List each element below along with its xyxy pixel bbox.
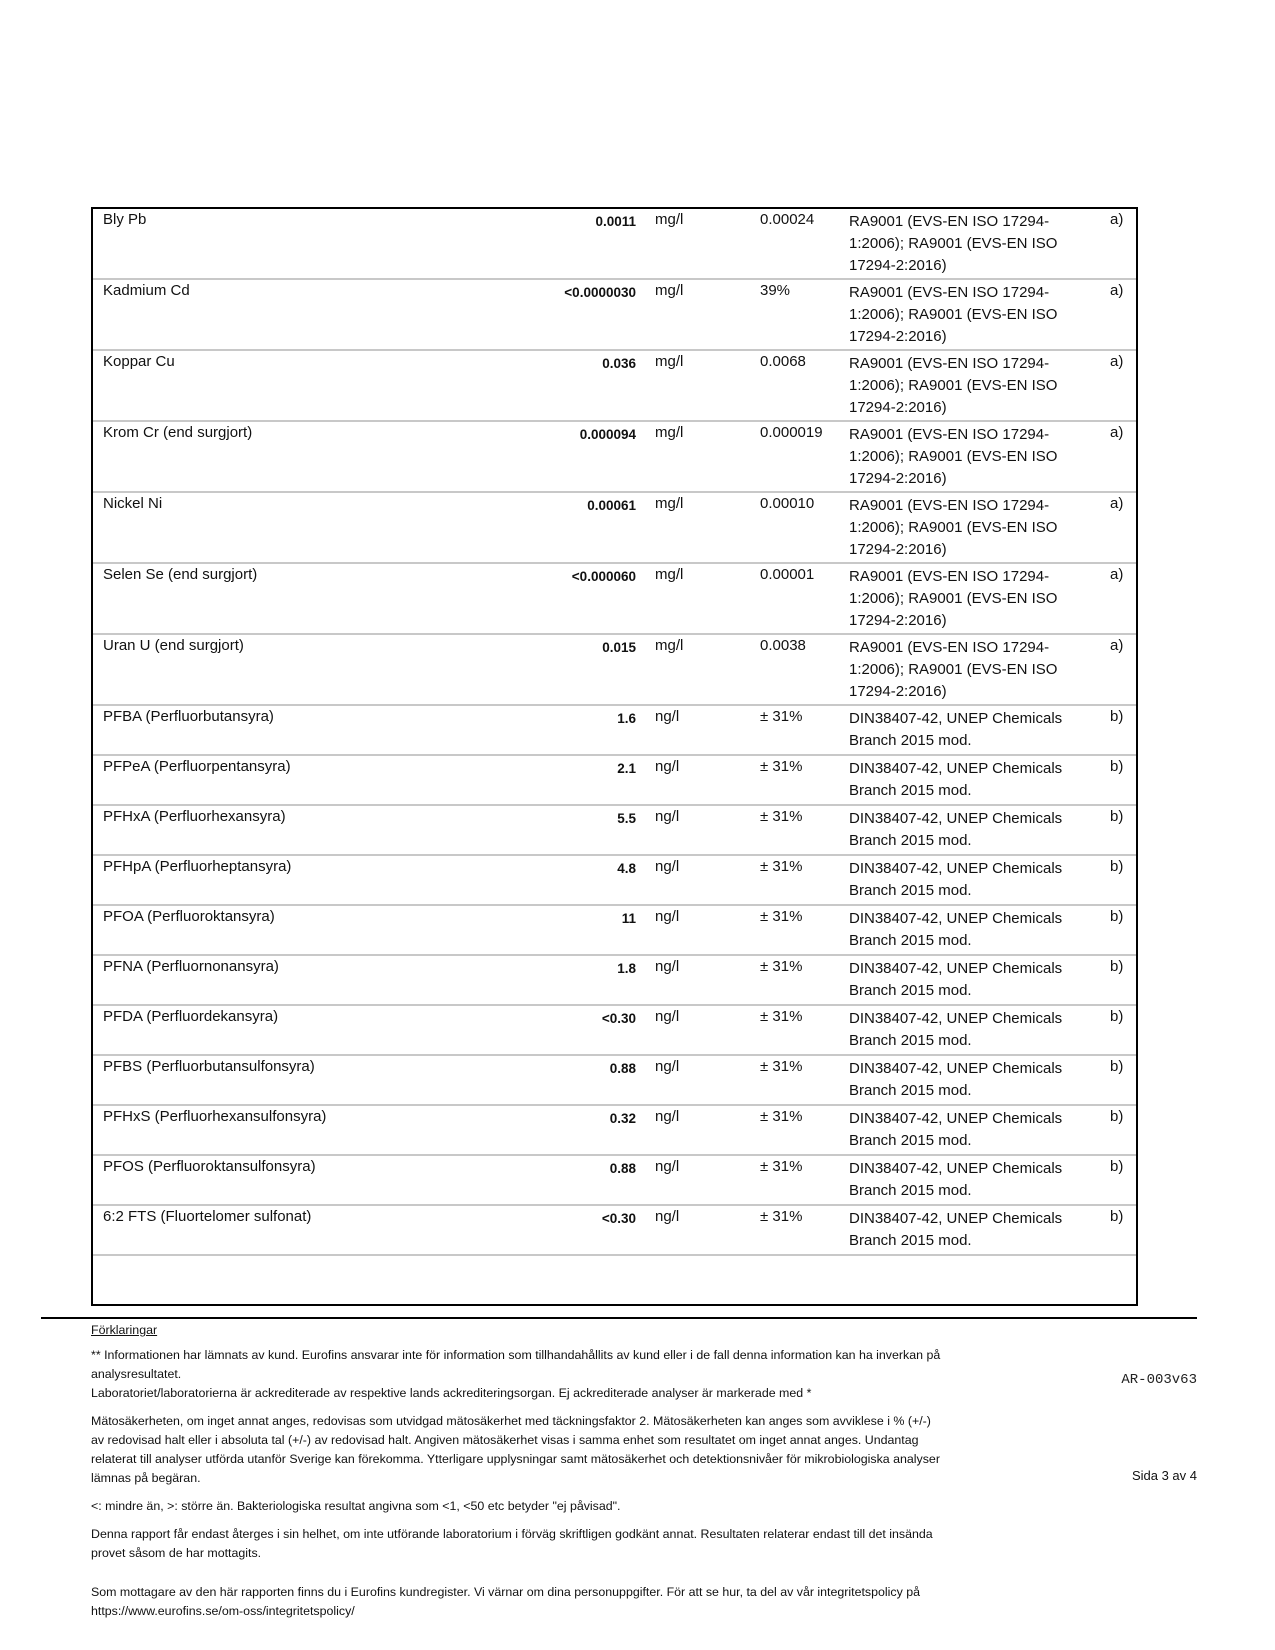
analyte-name: Krom Cr (end surgjort) <box>103 424 253 441</box>
uncertainty: ± 31% <box>760 1108 803 1125</box>
unit: ng/l <box>655 1058 680 1075</box>
note-marker: a) <box>1110 211 1124 228</box>
result-value: 0.88 <box>609 1161 636 1176</box>
method: DIN38407-42, UNEP Chemicals Branch 2015 mod. <box>849 860 1063 899</box>
table-row <box>93 756 1136 806</box>
unit: ng/l <box>655 1208 680 1225</box>
uncertainty: 39% <box>760 282 791 299</box>
unit: mg/l <box>655 424 684 441</box>
note-marker: b) <box>1110 908 1124 925</box>
uncertainty: 0.00010 <box>760 495 815 512</box>
analyte-name: Koppar Cu <box>103 353 175 370</box>
table-row <box>93 956 1136 1006</box>
analyte-name: PFHxS (Perfluorhexansulfonsyra) <box>103 1108 327 1125</box>
unit: ng/l <box>655 808 680 825</box>
result-value: 0.32 <box>609 1111 636 1126</box>
note-marker: a) <box>1110 495 1124 512</box>
document-code: AR-003v63 <box>1121 1372 1197 1388</box>
uncertainty: 0.00001 <box>760 566 815 583</box>
note-marker: b) <box>1110 1158 1124 1175</box>
footer-note-uncertainty: Mätosäkerheten, om inget annat anges, redovisas som utvidgad mätosäkerhet med täckningsfaktor 2. Mätosäkerheten kan anges som avviklese i % (+/-) av redovisad halt eller i absoluta tal (+/-) av redovisad halt. Angiven mätosäkerhet visas i samma enhet som resultatet om inget annat anges. Undantag relaterat till analyser utförda utanför Sverige kan förekomma. Ytterligare upplysningar samt mätosäkerhet och detektionsnivåer för mikrobiologiska analyser lämnas på begäran. <box>91 1414 940 1485</box>
note-marker: b) <box>1110 808 1124 825</box>
method: RA9001 (EVS-EN ISO 17294-1:2006); RA9001 (EVS-EN ISO 17294-2:2016) <box>849 213 1058 274</box>
analyte-name: Selen Se (end surgjort) <box>103 566 258 583</box>
table-row <box>93 564 1136 635</box>
note-marker: a) <box>1110 424 1124 441</box>
note-marker: a) <box>1110 566 1124 583</box>
uncertainty: ± 31% <box>760 1008 803 1025</box>
unit: mg/l <box>655 566 684 583</box>
result-value: 2.1 <box>617 761 636 776</box>
unit: ng/l <box>655 708 680 725</box>
table-row <box>93 806 1136 856</box>
method: RA9001 (EVS-EN ISO 17294-1:2006); RA9001 (EVS-EN ISO 17294-2:2016) <box>849 426 1058 487</box>
note-marker: b) <box>1110 1108 1124 1125</box>
footer-notes <box>91 1321 941 1627</box>
uncertainty: ± 31% <box>760 758 803 775</box>
footer-title: Förklaringar <box>91 1323 158 1337</box>
method: DIN38407-42, UNEP Chemicals Branch 2015 mod. <box>849 960 1063 999</box>
unit: mg/l <box>655 637 684 654</box>
analyte-name: PFBS (Perfluorbutansulfonsyra) <box>103 1058 315 1075</box>
note-marker: a) <box>1110 353 1124 370</box>
table-row <box>93 1106 1136 1156</box>
method: RA9001 (EVS-EN ISO 17294-1:2006); RA9001 (EVS-EN ISO 17294-2:2016) <box>849 639 1058 700</box>
uncertainty: 0.000019 <box>760 424 823 441</box>
method: DIN38407-42, UNEP Chemicals Branch 2015 mod. <box>849 710 1063 749</box>
unit: ng/l <box>655 908 680 925</box>
analyte-name: PFOS (Perfluoroktansulfonsyra) <box>103 1158 316 1175</box>
analyte-name: PFBA (Perfluorbutansyra) <box>103 708 274 725</box>
method: DIN38407-42, UNEP Chemicals Branch 2015 mod. <box>849 1210 1063 1249</box>
analyte-name: PFHxA (Perfluorhexansyra) <box>103 808 286 825</box>
analyte-name: PFOA (Perfluoroktansyra) <box>103 908 275 925</box>
analyte-name: Uran U (end surgjort) <box>103 637 244 654</box>
footer-note-reproduction: Denna rapport får endast återges i sin helhet, om inte utförande laboratorium i förväg skriftligen godkänt annat. Resultaten relaterar endast till det insända provet såsom de har mottagits. <box>91 1527 933 1560</box>
analyte-name: PFNA (Perfluornonansyra) <box>103 958 279 975</box>
result-value: 1.8 <box>617 961 636 976</box>
table-row <box>93 209 1136 280</box>
uncertainty: ± 31% <box>760 858 803 875</box>
uncertainty: ± 31% <box>760 808 803 825</box>
result-value: <0.30 <box>601 1211 636 1226</box>
uncertainty: 0.00024 <box>760 211 815 228</box>
note-marker: b) <box>1110 958 1124 975</box>
result-value: <0.000060 <box>571 569 636 584</box>
analyte-name: PFHpA (Perfluorheptansyra) <box>103 858 292 875</box>
footer-divider <box>41 1317 1197 1319</box>
method: RA9001 (EVS-EN ISO 17294-1:2006); RA9001 (EVS-EN ISO 17294-2:2016) <box>849 284 1058 345</box>
analyte-name: Kadmium Cd <box>103 282 190 299</box>
uncertainty: ± 31% <box>760 708 803 725</box>
method: RA9001 (EVS-EN ISO 17294-1:2006); RA9001 (EVS-EN ISO 17294-2:2016) <box>849 497 1058 558</box>
method: DIN38407-42, UNEP Chemicals Branch 2015 mod. <box>849 910 1063 949</box>
method: DIN38407-42, UNEP Chemicals Branch 2015 mod. <box>849 760 1063 799</box>
method: DIN38407-42, UNEP Chemicals Branch 2015 mod. <box>849 1010 1063 1049</box>
note-marker: b) <box>1110 1008 1124 1025</box>
note-marker: a) <box>1110 637 1124 654</box>
note-marker: b) <box>1110 1208 1124 1225</box>
table-row <box>93 856 1136 906</box>
note-marker: b) <box>1110 1058 1124 1075</box>
page-number: Sida 3 av 4 <box>1131 1468 1197 1483</box>
analyte-name: PFPeA (Perfluorpentansyra) <box>103 758 291 775</box>
unit: mg/l <box>655 495 684 512</box>
uncertainty: 0.0068 <box>760 353 806 370</box>
method: DIN38407-42, UNEP Chemicals Branch 2015 mod. <box>849 1110 1063 1149</box>
analyte-name: Nickel Ni <box>103 495 163 512</box>
method: DIN38407-42, UNEP Chemicals Branch 2015 mod. <box>849 1060 1063 1099</box>
unit: mg/l <box>655 282 684 299</box>
result-value: 0.015 <box>602 640 636 655</box>
note-marker: b) <box>1110 858 1124 875</box>
unit: ng/l <box>655 758 680 775</box>
table-row <box>93 493 1136 564</box>
footer-note-symbols: <: mindre än, >: större än. Bakteriologiska resultat angivna som <1, <50 etc betyder "ej påvisad". <box>91 1499 621 1513</box>
uncertainty: ± 31% <box>760 1058 803 1075</box>
table-row <box>93 280 1136 351</box>
method: RA9001 (EVS-EN ISO 17294-1:2006); RA9001 (EVS-EN ISO 17294-2:2016) <box>849 355 1058 416</box>
table-row <box>93 1006 1136 1056</box>
result-value: 0.000094 <box>579 427 636 442</box>
result-value: 0.00061 <box>587 498 636 513</box>
table-row <box>93 706 1136 756</box>
unit: ng/l <box>655 958 680 975</box>
result-value: 4.8 <box>617 861 636 876</box>
footer-note-privacy: Som mottagare av den här rapporten finns du i Eurofins kundregister. Vi värnar om dina personuppgifter. För att se hur, ta del av vår integritetspolicy på https://www.eurofins.se/om-oss/integritetspolicy/ <box>91 1585 921 1618</box>
uncertainty: ± 31% <box>760 908 803 925</box>
uncertainty: ± 31% <box>760 958 803 975</box>
method: RA9001 (EVS-EN ISO 17294-1:2006); RA9001 (EVS-EN ISO 17294-2:2016) <box>849 568 1058 629</box>
footer-note-customer-info: ** Informationen har lämnats av kund. Eurofins ansvarar inte för information som tillhandahållits av kund eller i de fall denna information kan ha inverkan på analysresultatet. <box>91 1348 941 1381</box>
uncertainty: ± 31% <box>760 1208 803 1225</box>
analyte-name: Bly Pb <box>103 211 147 228</box>
method: DIN38407-42, UNEP Chemicals Branch 2015 mod. <box>849 810 1063 849</box>
table-row <box>93 422 1136 493</box>
table-row <box>93 1206 1136 1256</box>
method: DIN38407-42, UNEP Chemicals Branch 2015 mod. <box>849 1160 1063 1199</box>
result-value: 11 <box>621 911 636 926</box>
table-row <box>93 1156 1136 1206</box>
table-row <box>93 1056 1136 1106</box>
table-row <box>93 906 1136 956</box>
note-marker: b) <box>1110 758 1124 775</box>
result-value: <0.30 <box>601 1011 636 1026</box>
result-value: 5.5 <box>617 811 636 826</box>
unit: ng/l <box>655 858 680 875</box>
uncertainty: ± 31% <box>760 1158 803 1175</box>
analyte-name: 6:2 FTS (Fluortelomer sulfonat) <box>103 1208 312 1225</box>
results-table <box>91 207 1138 1306</box>
analyte-name: PFDA (Perfluordekansyra) <box>103 1008 279 1025</box>
note-marker: a) <box>1110 282 1124 299</box>
result-value: <0.0000030 <box>564 285 636 300</box>
unit: ng/l <box>655 1108 680 1125</box>
unit: ng/l <box>655 1158 680 1175</box>
result-value: 1.6 <box>617 711 636 726</box>
table-row <box>93 635 1136 706</box>
table-row <box>93 351 1136 422</box>
unit: mg/l <box>655 211 684 228</box>
footer-note-accreditation: Laboratoriet/laboratorierna är ackrediterade av respektive lands ackrediteringsorgan. Ej ackrediterade analyser är markerade med * <box>91 1386 812 1400</box>
result-value: 0.0011 <box>595 214 636 229</box>
unit: mg/l <box>655 353 684 370</box>
unit: ng/l <box>655 1008 680 1025</box>
note-marker: b) <box>1110 708 1124 725</box>
uncertainty: 0.0038 <box>760 637 806 654</box>
result-value: 0.036 <box>602 356 636 371</box>
result-value: 0.88 <box>609 1061 636 1076</box>
